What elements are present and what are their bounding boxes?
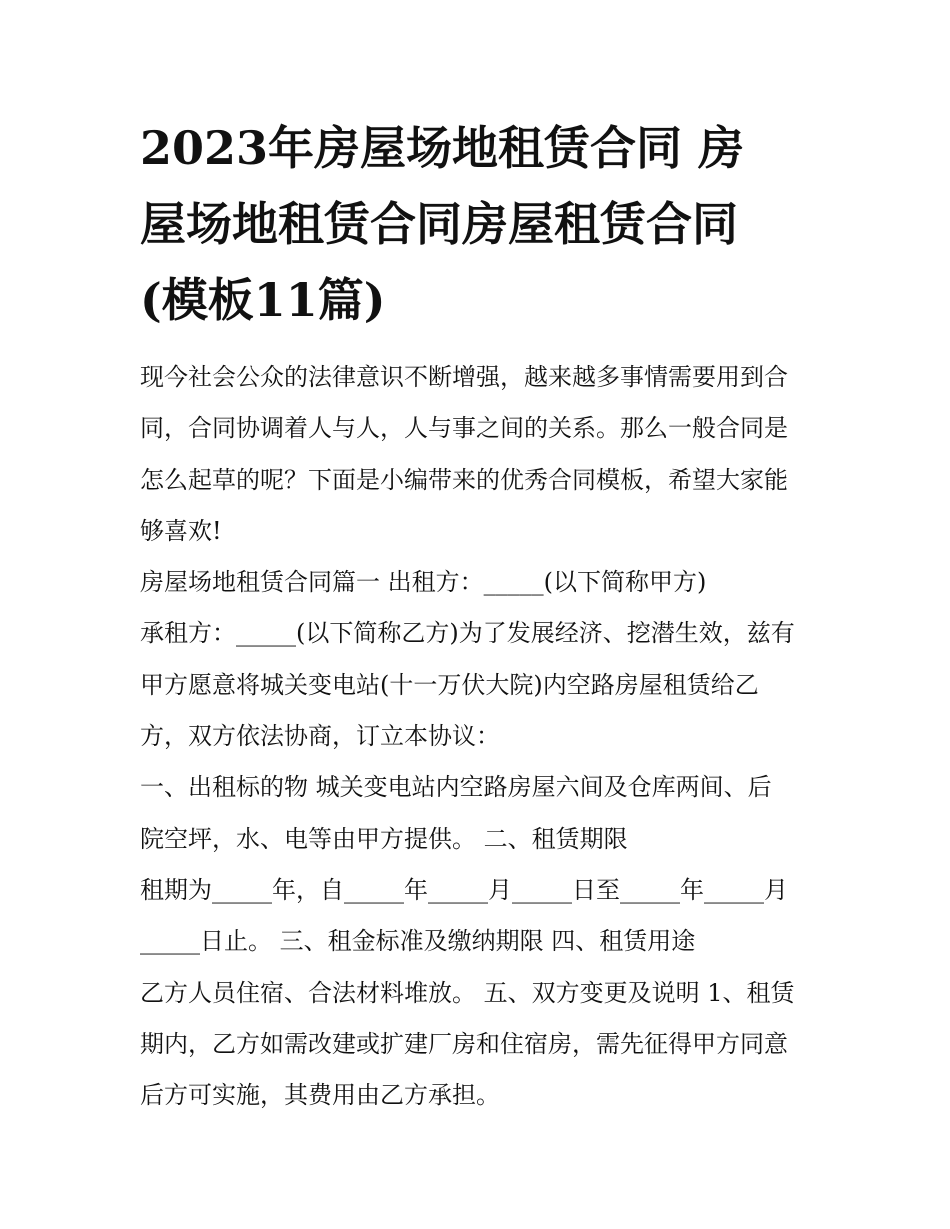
body-line: 期内，乙方如需改建或扩建厂房和住宿房，需先征得甲方同意 bbox=[140, 1029, 788, 1058]
body-line: 一、出租标的物 城关变电站内空路房屋六间及仓库两间、后 bbox=[140, 773, 772, 802]
body-line: 够喜欢! bbox=[140, 516, 222, 545]
body-line: 承租方：_____(以下简称乙方)为了发展经济、挖潜生效，兹有 bbox=[140, 619, 795, 648]
title-line: 2023年房屋场地租赁合同 房 bbox=[140, 121, 745, 175]
body-line: 方，双方依法协商，订立本协议： bbox=[140, 722, 500, 751]
body-line: 怎么起草的呢？下面是小编带来的优秀合同模板，希望大家能 bbox=[140, 465, 788, 494]
body-line: 后方可实施，其费用由乙方承担。 bbox=[140, 1081, 500, 1110]
body-line: 租期为_____年，自_____年_____月_____日至_____年_____月 bbox=[140, 875, 788, 904]
body-line: 院空坪，水、电等由甲方提供。 二、租赁期限 bbox=[140, 824, 628, 853]
body-line: 同，合同协调着人与人，人与事之间的关系。那么一般合同是 bbox=[140, 414, 788, 443]
body-line: 甲方愿意将城关变电站(十一万伏大院)内空路房屋租赁给乙 bbox=[140, 670, 759, 699]
body-line: 乙方人员住宿、合法材料堆放。 五、双方变更及说明 1、租赁 bbox=[140, 978, 795, 1007]
document-title bbox=[140, 110, 820, 338]
body-line: 现今社会公众的法律意识不断增强，越来越多事情需要用到合 bbox=[140, 363, 788, 391]
body-line: 房屋场地租赁合同篇一 出租方：_____(以下简称甲方) bbox=[140, 568, 707, 597]
body-line: _____日止。 三、租金标准及缴纳期限 四、租赁用途 bbox=[140, 927, 696, 956]
title-line: (模板11篇) bbox=[140, 273, 386, 327]
document-body bbox=[140, 352, 830, 1121]
title-line: 屋场地租赁合同房屋租赁合同 bbox=[140, 197, 738, 251]
